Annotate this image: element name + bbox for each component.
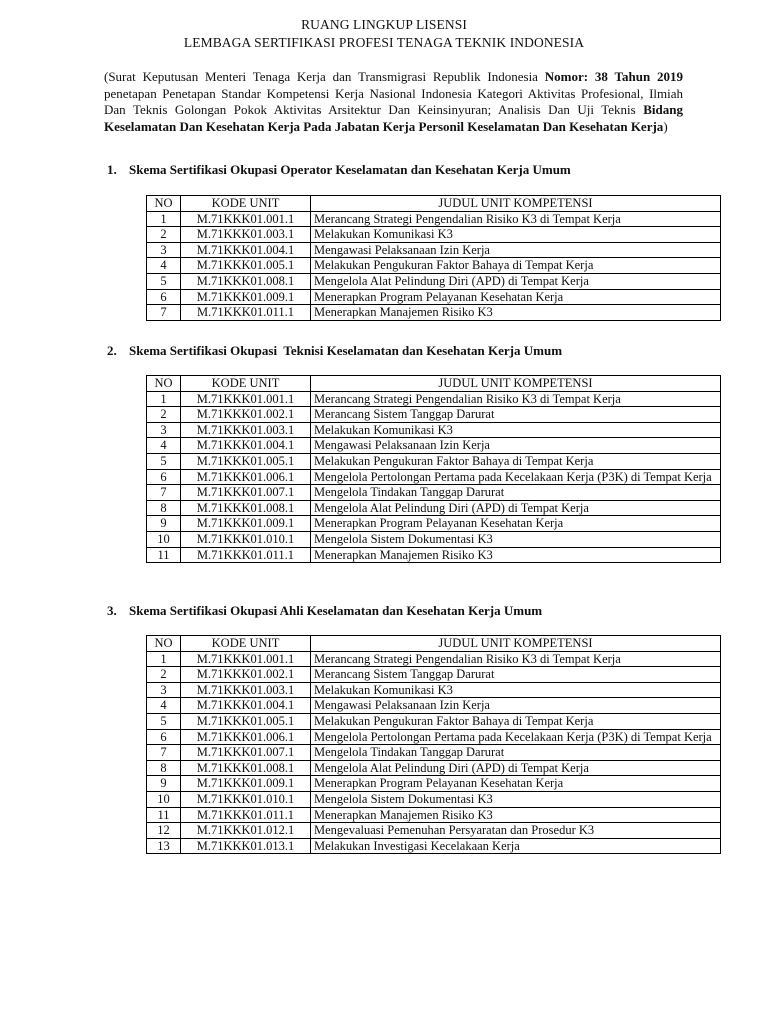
table-row: [147, 713, 721, 729]
unit-title: Mengelola Alat Pelindung Diri (APD) di Tempat Kerja: [311, 273, 721, 289]
header-no: NO: [147, 196, 181, 212]
unit-title: Melakukan Investigasi Kecelakaan Kerja: [311, 838, 721, 854]
section-2-title: Skema Sertifikasi Okupasi Teknisi Keselamatan dan Kesehatan Kerja Umum: [129, 343, 563, 358]
unit-number: 8: [147, 500, 181, 516]
unit-number: 6: [147, 729, 181, 745]
unit-title: Merancang Strategi Pengendalian Risiko K3 di Tempat Kerja: [311, 391, 721, 407]
unit-code: M.71KKK01.004.1: [181, 242, 311, 258]
unit-number: 9: [147, 776, 181, 792]
header-kode-unit: KODE UNIT: [181, 636, 311, 652]
table-row: [147, 698, 721, 714]
unit-title: Mengelola Alat Pelindung Diri (APD) di Tempat Kerja: [311, 500, 721, 516]
unit-code: M.71KKK01.002.1: [181, 407, 311, 423]
intro-text-2: penetapan Penetapan Standar Kompetensi Kerja Nasional Indonesia Kategori Aktivitas Profesional, Ilmiah Dan Teknis Golongan Pokok Aktivitas Arsitektur Dan Keinsinyuran; Analisis Dan Uji Teknis: [104, 85, 683, 117]
section-2-heading: [107, 343, 562, 359]
unit-title: Melakukan Pengukuran Faktor Bahaya di Tempat Kerja: [311, 258, 721, 274]
unit-title: Mengelola Pertolongan Pertama pada Kecelakaan Kerja (P3K) di Tempat Kerja: [311, 469, 721, 485]
header-no: NO: [147, 376, 181, 392]
table-row: [147, 258, 721, 274]
section-2-number: 2.: [107, 343, 117, 358]
table-row: [147, 729, 721, 745]
table-row: [147, 776, 721, 792]
unit-title: Melakukan Pengukuran Faktor Bahaya di Tempat Kerja: [311, 713, 721, 729]
header-judul-unit: JUDUL UNIT KOMPETENSI: [311, 636, 721, 652]
unit-number: 11: [147, 807, 181, 823]
unit-code: M.71KKK01.009.1: [181, 289, 311, 305]
table-row: [147, 682, 721, 698]
table-row: [147, 469, 721, 485]
table-row: [147, 838, 721, 854]
unit-code: M.71KKK01.013.1: [181, 838, 311, 854]
unit-code: M.71KKK01.003.1: [181, 682, 311, 698]
unit-number: 6: [147, 289, 181, 305]
unit-title: Melakukan Komunikasi K3: [311, 422, 721, 438]
unit-title: Menerapkan Program Pelayanan Kesehatan Kerja: [311, 289, 721, 305]
unit-code: M.71KKK01.005.1: [181, 713, 311, 729]
unit-code: M.71KKK01.008.1: [181, 500, 311, 516]
unit-code: M.71KKK01.005.1: [181, 258, 311, 274]
table-row: [147, 453, 721, 469]
unit-code: M.71KKK01.003.1: [181, 422, 311, 438]
unit-number: 3: [147, 242, 181, 258]
intro-field-name: Bidang Keselamatan Dan Kesehatan Kerja Pada Jabatan Kerja Personil Keselamatan Dan Kesehatan Kerja: [104, 102, 683, 134]
unit-code: M.71KKK01.011.1: [181, 305, 311, 321]
unit-title: Merancang Strategi Pengendalian Risiko K3 di Tempat Kerja: [311, 211, 721, 227]
unit-code: M.71KKK01.009.1: [181, 776, 311, 792]
unit-number: 13: [147, 838, 181, 854]
unit-number: 3: [147, 422, 181, 438]
unit-title: Menerapkan Manajemen Risiko K3: [311, 547, 721, 563]
table-row: [147, 273, 721, 289]
unit-number: 10: [147, 531, 181, 547]
unit-code: M.71KKK01.008.1: [181, 273, 311, 289]
unit-code: M.71KKK01.005.1: [181, 453, 311, 469]
table-row: [147, 438, 721, 454]
unit-number: 8: [147, 760, 181, 776]
unit-number: 4: [147, 698, 181, 714]
unit-code: M.71KKK01.006.1: [181, 469, 311, 485]
unit-title: Mengelola Tindakan Tanggap Darurat: [311, 485, 721, 501]
document-title-line-2: LEMBAGA SERTIFIKASI PROFESI TENAGA TEKNIK INDONESIA: [183, 35, 585, 50]
unit-code: M.71KKK01.004.1: [181, 438, 311, 454]
unit-code: M.71KKK01.010.1: [181, 531, 311, 547]
unit-number: 9: [147, 516, 181, 532]
unit-title: Melakukan Pengukuran Faktor Bahaya di Tempat Kerja: [311, 453, 721, 469]
unit-code: M.71KKK01.007.1: [181, 485, 311, 501]
unit-number: 7: [147, 305, 181, 321]
header-no: NO: [147, 636, 181, 652]
unit-code: M.71KKK01.003.1: [181, 227, 311, 243]
section-3-table: [146, 635, 721, 854]
table-row: [147, 791, 721, 807]
unit-number: 5: [147, 273, 181, 289]
table-row: [147, 823, 721, 839]
table-row: [147, 407, 721, 423]
table-header-row: [147, 376, 721, 392]
unit-number: 11: [147, 547, 181, 563]
table-row: [147, 651, 721, 667]
table-row: [147, 289, 721, 305]
document-title-line-1: RUANG LINGKUP LISENSI: [301, 17, 467, 32]
table-header-row: [147, 636, 721, 652]
table-row: [147, 485, 721, 501]
unit-title: Mengelola Alat Pelindung Diri (APD) di Tempat Kerja: [311, 760, 721, 776]
unit-title: Melakukan Komunikasi K3: [311, 227, 721, 243]
unit-number: 5: [147, 713, 181, 729]
header-kode-unit: KODE UNIT: [181, 376, 311, 392]
unit-code: M.71KKK01.004.1: [181, 698, 311, 714]
unit-title: Mengawasi Pelaksanaan Izin Kerja: [311, 242, 721, 258]
unit-number: 5: [147, 453, 181, 469]
unit-number: 6: [147, 469, 181, 485]
header-judul-unit: JUDUL UNIT KOMPETENSI: [311, 196, 721, 212]
table-row: [147, 305, 721, 321]
section-3-number: 3.: [107, 603, 117, 618]
unit-title: Merancang Strategi Pengendalian Risiko K3 di Tempat Kerja: [311, 651, 721, 667]
unit-code: M.71KKK01.008.1: [181, 760, 311, 776]
intro-paragraph: [104, 69, 683, 135]
unit-code: M.71KKK01.009.1: [181, 516, 311, 532]
unit-title: Merancang Sistem Tanggap Darurat: [311, 407, 721, 423]
section-1-number: 1.: [107, 162, 117, 177]
unit-number: 3: [147, 682, 181, 698]
table-row: [147, 242, 721, 258]
unit-title: Menerapkan Program Pelayanan Kesehatan Kerja: [311, 516, 721, 532]
unit-number: 1: [147, 391, 181, 407]
unit-title: Menerapkan Manajemen Risiko K3: [311, 807, 721, 823]
unit-title: Mengelola Sistem Dokumentasi K3: [311, 791, 721, 807]
unit-code: M.71KKK01.012.1: [181, 823, 311, 839]
unit-title: Melakukan Komunikasi K3: [311, 682, 721, 698]
table-row: [147, 516, 721, 532]
unit-number: 1: [147, 211, 181, 227]
unit-code: M.71KKK01.010.1: [181, 791, 311, 807]
unit-title: Menerapkan Program Pelayanan Kesehatan Kerja: [311, 776, 721, 792]
unit-title: Mengelola Sistem Dokumentasi K3: [311, 531, 721, 547]
header-kode-unit: KODE UNIT: [181, 196, 311, 212]
section-1-table: [146, 195, 721, 321]
table-row: [147, 547, 721, 563]
unit-code: M.71KKK01.011.1: [181, 547, 311, 563]
unit-number: 1: [147, 651, 181, 667]
table-row: [147, 807, 721, 823]
section-3-title: Skema Sertifikasi Okupasi Ahli Keselamatan dan Kesehatan Kerja Umum: [129, 603, 543, 618]
table-row: [147, 760, 721, 776]
table-row: [147, 531, 721, 547]
section-3-heading: [107, 603, 542, 619]
table-header-row: [147, 196, 721, 212]
unit-number: 4: [147, 438, 181, 454]
unit-number: 4: [147, 258, 181, 274]
unit-number: 12: [147, 823, 181, 839]
table-row: [147, 227, 721, 243]
unit-code: M.71KKK01.007.1: [181, 745, 311, 761]
unit-code: M.71KKK01.011.1: [181, 807, 311, 823]
intro-text-3: ): [663, 118, 668, 134]
unit-title: Merancang Sistem Tanggap Darurat: [311, 667, 721, 683]
table-row: [147, 667, 721, 683]
section-1-title: Skema Sertifikasi Okupasi Operator Keselamatan dan Kesehatan Kerja Umum: [129, 162, 571, 177]
unit-code: M.71KKK01.006.1: [181, 729, 311, 745]
unit-title: Mengawasi Pelaksanaan Izin Kerja: [311, 698, 721, 714]
section-2-table: [146, 375, 721, 563]
unit-title: Mengelola Tindakan Tanggap Darurat: [311, 745, 721, 761]
section-1-heading: [107, 162, 571, 178]
unit-code: M.71KKK01.001.1: [181, 211, 311, 227]
table-row: [147, 500, 721, 516]
unit-number: 2: [147, 667, 181, 683]
table-row: [147, 211, 721, 227]
unit-number: 10: [147, 791, 181, 807]
unit-title: Mengevaluasi Pemenuhan Persyaratan dan Prosedur K3: [311, 823, 721, 839]
table-row: [147, 745, 721, 761]
unit-code: M.71KKK01.002.1: [181, 667, 311, 683]
unit-code: M.71KKK01.001.1: [181, 391, 311, 407]
header-judul-unit: JUDUL UNIT KOMPETENSI: [311, 376, 721, 392]
unit-number: 7: [147, 485, 181, 501]
intro-text-1: (Surat Keputusan Menteri Tenaga Kerja dan Transmigrasi Republik Indonesia: [104, 69, 545, 84]
unit-title: Mengawasi Pelaksanaan Izin Kerja: [311, 438, 721, 454]
intro-decree-number: Nomor: 38 Tahun 2019: [544, 69, 683, 84]
unit-number: 7: [147, 745, 181, 761]
table-row: [147, 422, 721, 438]
unit-number: 2: [147, 227, 181, 243]
unit-title: Menerapkan Manajemen Risiko K3: [311, 305, 721, 321]
unit-title: Mengelola Pertolongan Pertama pada Kecelakaan Kerja (P3K) di Tempat Kerja: [311, 729, 721, 745]
unit-code: M.71KKK01.001.1: [181, 651, 311, 667]
unit-number: 2: [147, 407, 181, 423]
table-row: [147, 391, 721, 407]
